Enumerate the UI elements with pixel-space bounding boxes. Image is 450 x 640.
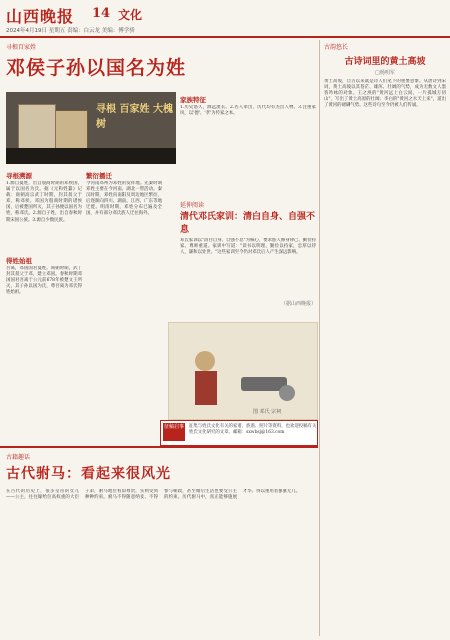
section-heading: 家族特征	[180, 96, 206, 104]
section-body: 今河南邓州为邓姓的发祥地。先秦时期邓姓主要在今河南、湖北一带活动。秦汉时期，邓姓向南阳及周边地区繁衍，后逐渐向四川、湖南、江西、广东等地迁徙。明清时期，邓姓分布已遍及全国，并有部分邓氏族人迁往海外。	[86, 181, 162, 217]
text-col-3	[180, 92, 316, 145]
column-divider	[319, 40, 320, 636]
main-photo	[6, 92, 176, 164]
section-heading: 繁衍播迁	[86, 172, 112, 180]
page-number: 14	[92, 6, 111, 21]
second-body: 在古代的历史上，很多皇帝的女儿——公主，往往嫁给位高权重的大臣子弟，驸马地位看似尊贵，实则受到种种约束。驸马不得随意纳妾、不得参与朝政，甚至婚后生活也要受公主的约束。历代驸马中，真正能够施展才华、得以重用者寥寥无几。	[6, 489, 301, 501]
right-body: 黄土高坡，自古以来就是诗人们笔下的重要意象。从唐诗到宋词，黄土高坡以其苍茫、雄浑、壮阔的气势，成为无数文人墨客吟咏的对象。王之涣的"黄河远上白云间，一片孤城万仞山"，写出了黄土高原的壮阔；李白的"黄河之水天上来"，道出了黄河的磅礴气势。这些诗句至今仍被人们传诵。	[324, 79, 446, 109]
masthead: 山西晚报	[6, 7, 75, 26]
right-author: □杨明军	[375, 70, 395, 76]
second-kicker: 古籍趣话	[6, 454, 31, 461]
header-rule	[0, 36, 450, 38]
reading-byline: （据山西晚报）	[280, 301, 316, 307]
second-headline: 古代驸马：看起来很风光	[6, 466, 171, 482]
dateline: 2024年4月19日 星期五 责编：白云龙 美编：傅学骄	[6, 28, 135, 34]
page-header	[0, 0, 450, 40]
illus-caption: 图 邓氏 宗祠	[253, 409, 282, 415]
photo-strip	[6, 148, 176, 164]
reading-body: 邓氏家训以"清白自身、自强不息"为核心，要求族人修身律己、勤俭持家、尊师重道。家训中写道："读书以明理，勤俭以持家，忠厚以待人，谦和以处世。"这些家训至今仍对邓氏后人产生深远影响。	[180, 238, 316, 256]
right-headline: 古诗词里的黄土高坡	[344, 57, 426, 67]
section-label: 文化	[118, 8, 143, 22]
scholar-illustration-icon	[169, 323, 317, 419]
text-col-2	[86, 168, 162, 321]
text-col-1	[6, 168, 82, 326]
right-column	[324, 42, 446, 639]
notice-box	[160, 420, 318, 446]
main-column	[6, 42, 316, 86]
section-rule	[0, 446, 318, 448]
section-body: 吾离，邓国国君曼姓。商朝时期，武丁封其叔父于邓，建立邓国。春秋时期邓国国君吾离于公元前678年被楚文王所灭，其子孙以国为氏，尊吾离为邓氏得姓始祖。	[6, 266, 82, 296]
section-body: 1.源自曼姓，出自殷商时期的邓侯国，属于以国名为氏。据《元和姓纂》记载：商朝高宗武丁时期，封其叔父于邓，称邓侯。邓国为殷商时期的诸侯国，后被楚国所灭，其子孙便以国名为姓，称邓氏。2.源自子姓，出自春秋时期宋国公族。3.源自少数民族。	[6, 181, 82, 223]
photo-caption: 寻根 百家姓 大槐树	[96, 104, 173, 130]
notice-badge: 征稿启事	[163, 423, 185, 441]
reading-block	[180, 200, 316, 307]
section-body: 1.历史悠久，源远流长。2.名人辈出，历代均有杰出人物。3.注重家风，以'德'、'孝'为传家之本。	[180, 105, 316, 117]
right-kicker: 古韵悠长	[324, 44, 349, 51]
section-heading: 得姓始祖	[6, 257, 32, 265]
photo-book-icon	[18, 104, 56, 154]
illustration	[168, 322, 318, 420]
reading-title: 清代邓氏家训：清白自身、自强不息	[180, 212, 316, 235]
second-story	[6, 452, 316, 639]
section-heading: 寻根溯源	[6, 172, 32, 180]
notice-text: 征集与姓氏文化有关的家谱、族谱、照片等资料，也欢迎投稿有关姓氏文化研究的文章。邮箱：sxwbsj@163.com	[189, 424, 317, 435]
main-kicker: 寻根百家姓	[6, 44, 37, 51]
main-headline: 邓侯子孙以国名为姓	[6, 57, 187, 79]
reading-kicker: 延伸阅读	[180, 202, 205, 209]
